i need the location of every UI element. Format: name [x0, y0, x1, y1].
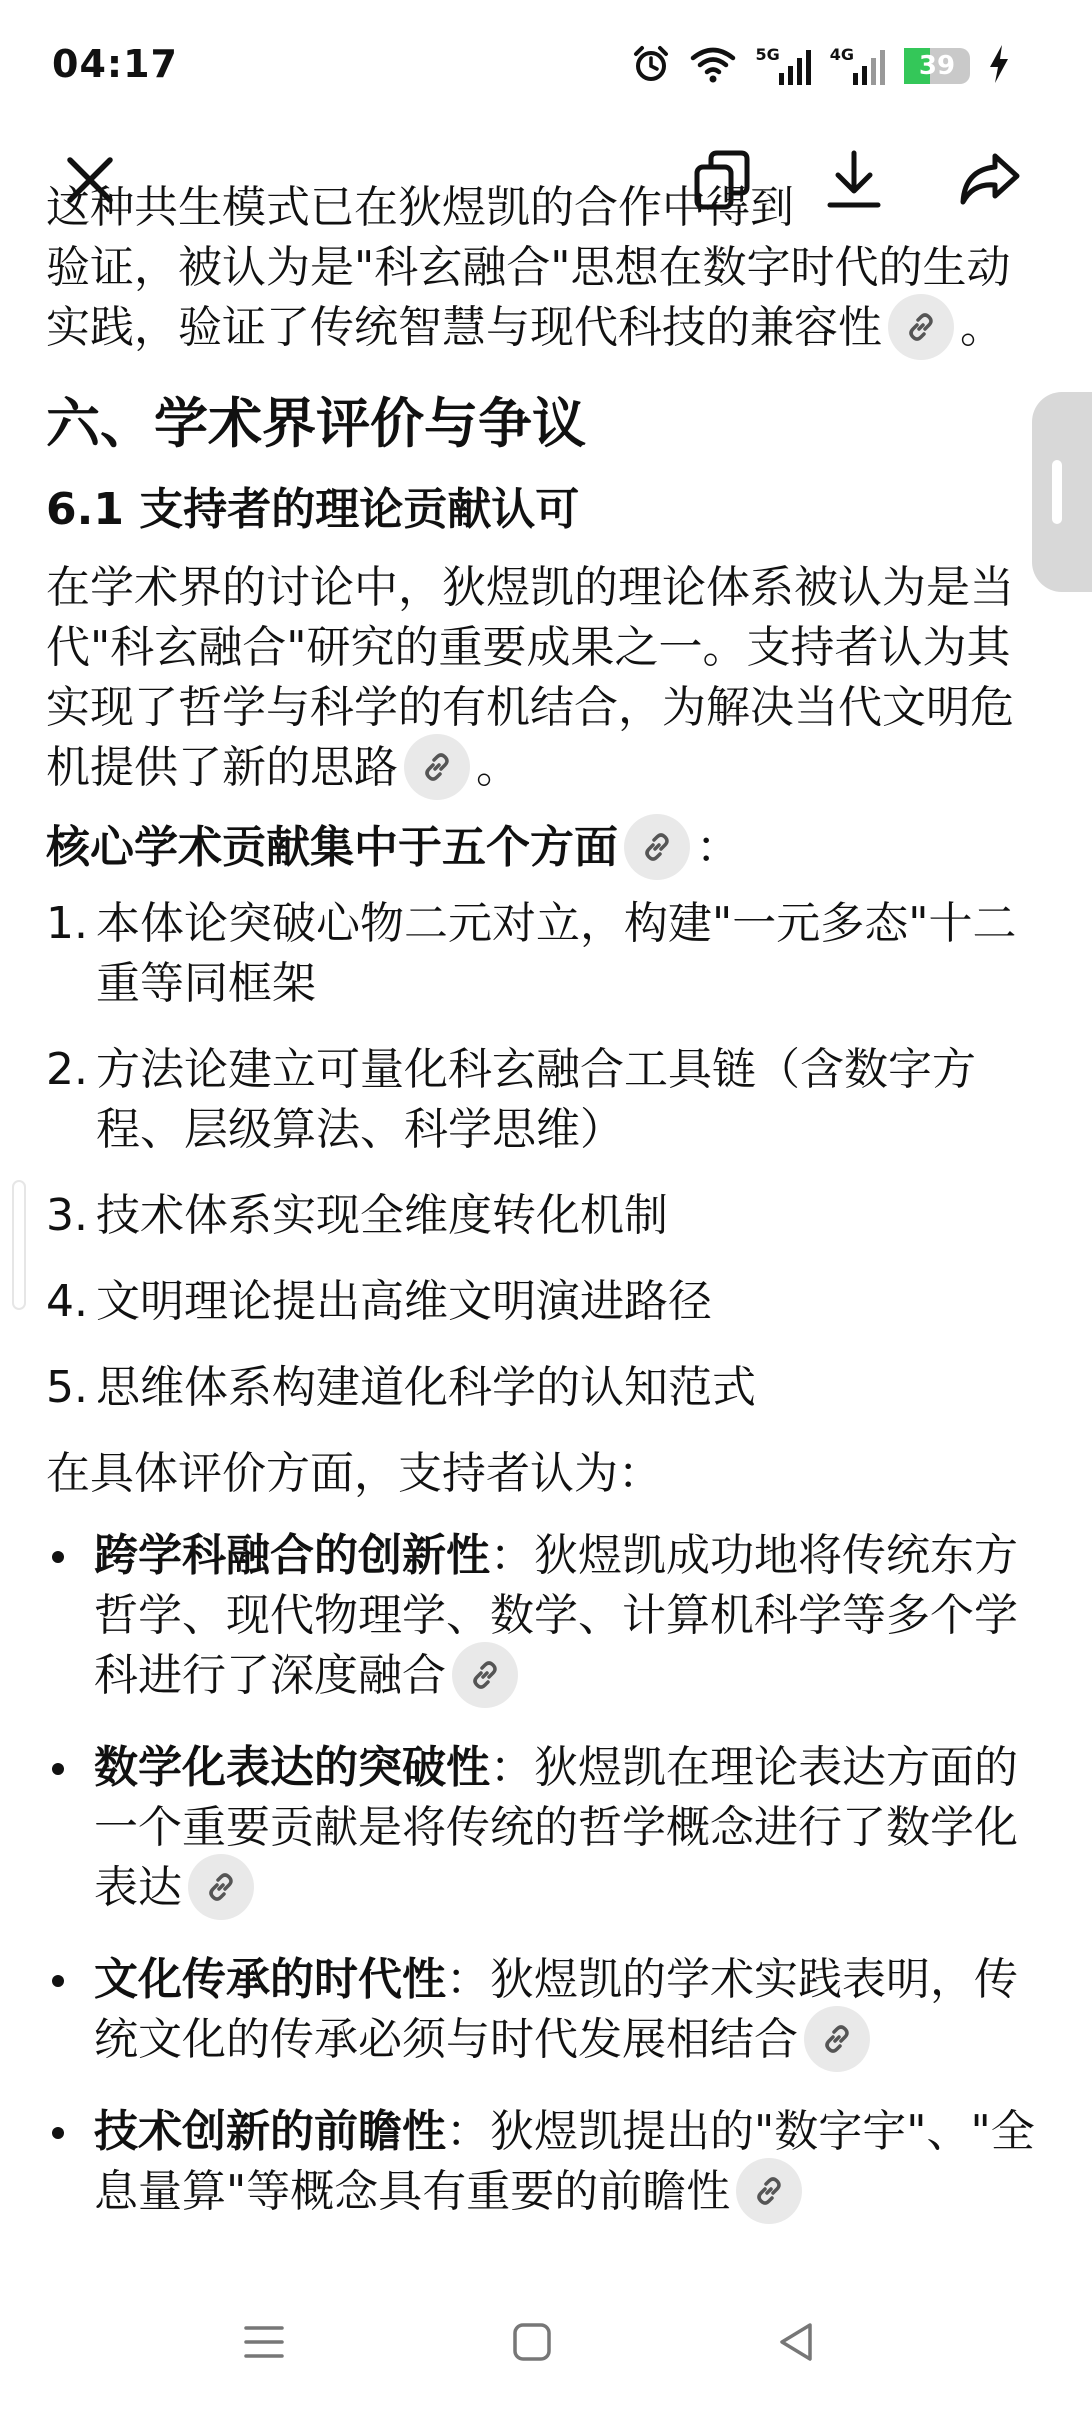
link-icon	[753, 2175, 785, 2207]
menu-icon	[242, 2322, 286, 2362]
list-text: 本体论突破心物二元对立，构建"一元多态"十二重等同框架	[96, 898, 1017, 1009]
list-text: 思维体系构建道化科学的认知范式	[96, 1362, 756, 1413]
list-text: 文明理论提出高维文明演进路径	[96, 1276, 712, 1327]
bullet-dot	[52, 1551, 64, 1563]
bullet-sep: ：	[490, 1530, 534, 1581]
bullet-item	[46, 1526, 1036, 1708]
link-icon	[641, 831, 673, 863]
download-icon	[826, 150, 882, 210]
citation-link-button[interactable]	[624, 814, 690, 880]
cut-off-text: 这种共生模式已在狄煜凯的合作中得到	[46, 182, 794, 233]
list-text: 方法论建立可量化科玄融合工具链（含数字方程、层级算法、科学思维）	[96, 1044, 976, 1155]
list-item	[46, 1272, 1036, 1332]
bullet-sep: ：	[446, 1954, 490, 2005]
link-icon	[421, 751, 453, 783]
bullet-sep: ：	[446, 2106, 490, 2157]
share-icon	[959, 152, 1021, 208]
signal-5g-icon	[755, 47, 811, 85]
supporters-paragraph	[46, 558, 1036, 800]
supporters-end: 。	[476, 742, 520, 793]
subsection-title: 6.1 支持者的理论贡献认可	[46, 484, 580, 535]
battery-icon	[904, 48, 970, 84]
wifi-icon	[689, 44, 737, 88]
recent-apps-button[interactable]	[236, 2314, 292, 2370]
bullet-title: 跨学科融合的创新性	[94, 1530, 490, 1581]
status-icons	[631, 44, 1010, 88]
status-bar	[0, 0, 1080, 140]
handle-grip	[1052, 460, 1062, 524]
link-icon	[469, 1659, 501, 1691]
intro-text: 验证，被认为是"科玄融合"思想在数字时代的生动实践，验证了传统智慧与现代科技的兼容性	[46, 242, 1011, 353]
home-button[interactable]	[504, 2314, 560, 2370]
section-title: 六、学术界评价与争议	[46, 392, 586, 455]
bullet-text: 狄煜凯的学术实践表明，传统文化的传承必须与时代发展相结合	[94, 1954, 1018, 2065]
back-icon	[774, 2320, 818, 2364]
list-text: 技术体系实现全维度转化机制	[96, 1190, 668, 1241]
link-icon	[205, 1871, 237, 1903]
signal-4g-icon	[830, 47, 886, 85]
bullet-dot	[52, 1975, 64, 1987]
contributions-list	[46, 894, 1036, 1418]
list-item	[46, 1040, 1036, 1160]
side-panel-handle[interactable]	[1032, 392, 1092, 592]
charging-bolt-icon	[988, 44, 1010, 88]
bullet-title: 文化传承的时代性	[94, 1954, 446, 2005]
citation-link-button[interactable]	[736, 2158, 802, 2224]
list-item	[46, 894, 1036, 1014]
home-icon	[510, 2320, 554, 2364]
article-content[interactable]	[0, 182, 1080, 2270]
bullet-item	[46, 2102, 1036, 2224]
evaluation-intro: 在具体评价方面，支持者认为：	[46, 1448, 662, 1499]
citation-link-button[interactable]	[888, 294, 954, 360]
system-nav-bar	[0, 2270, 1080, 2412]
intro-paragraph	[46, 238, 1036, 360]
link-icon	[821, 2023, 853, 2055]
link-icon	[905, 311, 937, 343]
bullet-text: 狄煜凯成功地将传统东方哲学、现代物理学、数学、计算机科学等多个学科进行了深度融合	[94, 1530, 1018, 1701]
citation-link-button[interactable]	[188, 1854, 254, 1920]
list-number: 4.	[46, 1276, 88, 1327]
signal-4g-label: 4G	[829, 45, 854, 64]
citation-link-button[interactable]	[452, 1642, 518, 1708]
list-item	[46, 1186, 1036, 1246]
left-edge-grip[interactable]	[12, 1180, 26, 1310]
list-number: 5.	[46, 1362, 88, 1413]
bullet-item	[46, 1950, 1036, 2072]
evaluation-list	[46, 1526, 1036, 2224]
battery-level: 39	[918, 51, 956, 81]
list-number: 1.	[46, 898, 88, 949]
share-button[interactable]	[958, 148, 1022, 212]
download-button[interactable]	[822, 148, 886, 212]
signal-5g-label: 5G	[755, 45, 780, 64]
supporters-text: 在学术界的讨论中，狄煜凯的理论体系被认为是当代"科玄融合"研究的重要成果之一。支持者认为其实现了哲学与科学的有机结合，为解决当代文明危机提供了新的思路	[46, 562, 1014, 793]
intro-end: 。	[960, 302, 1004, 353]
bullet-title: 技术创新的前瞻性	[94, 2106, 446, 2157]
bullet-sep: ：	[490, 1742, 534, 1793]
bullet-text: 狄煜凯提出的"数字宇"、"全息量算"等概念具有重要的前瞻性	[94, 2106, 1035, 2217]
back-button[interactable]	[768, 2314, 824, 2370]
bullet-dot	[52, 2127, 64, 2139]
bullet-title: 数学化表达的突破性	[94, 1742, 490, 1793]
citation-link-button[interactable]	[404, 734, 470, 800]
core-heading-line	[46, 818, 1036, 880]
cut-off-line	[46, 182, 1036, 238]
list-item	[46, 1358, 1036, 1418]
status-time: 04:17	[52, 42, 178, 86]
citation-link-button[interactable]	[804, 2006, 870, 2072]
core-heading: 核心学术贡献集中于五个方面	[46, 822, 618, 873]
article-body	[46, 182, 1036, 2254]
bullet-text: 狄煜凯在理论表达方面的一个重要贡献是将传统的哲学概念进行了数学化表达	[94, 1742, 1018, 1913]
list-number: 3.	[46, 1190, 88, 1241]
bullet-item	[46, 1738, 1036, 1920]
list-number: 2.	[46, 1044, 88, 1095]
core-heading-end: ：	[696, 822, 740, 873]
alarm-icon	[631, 44, 671, 88]
bullet-dot	[52, 1763, 64, 1775]
